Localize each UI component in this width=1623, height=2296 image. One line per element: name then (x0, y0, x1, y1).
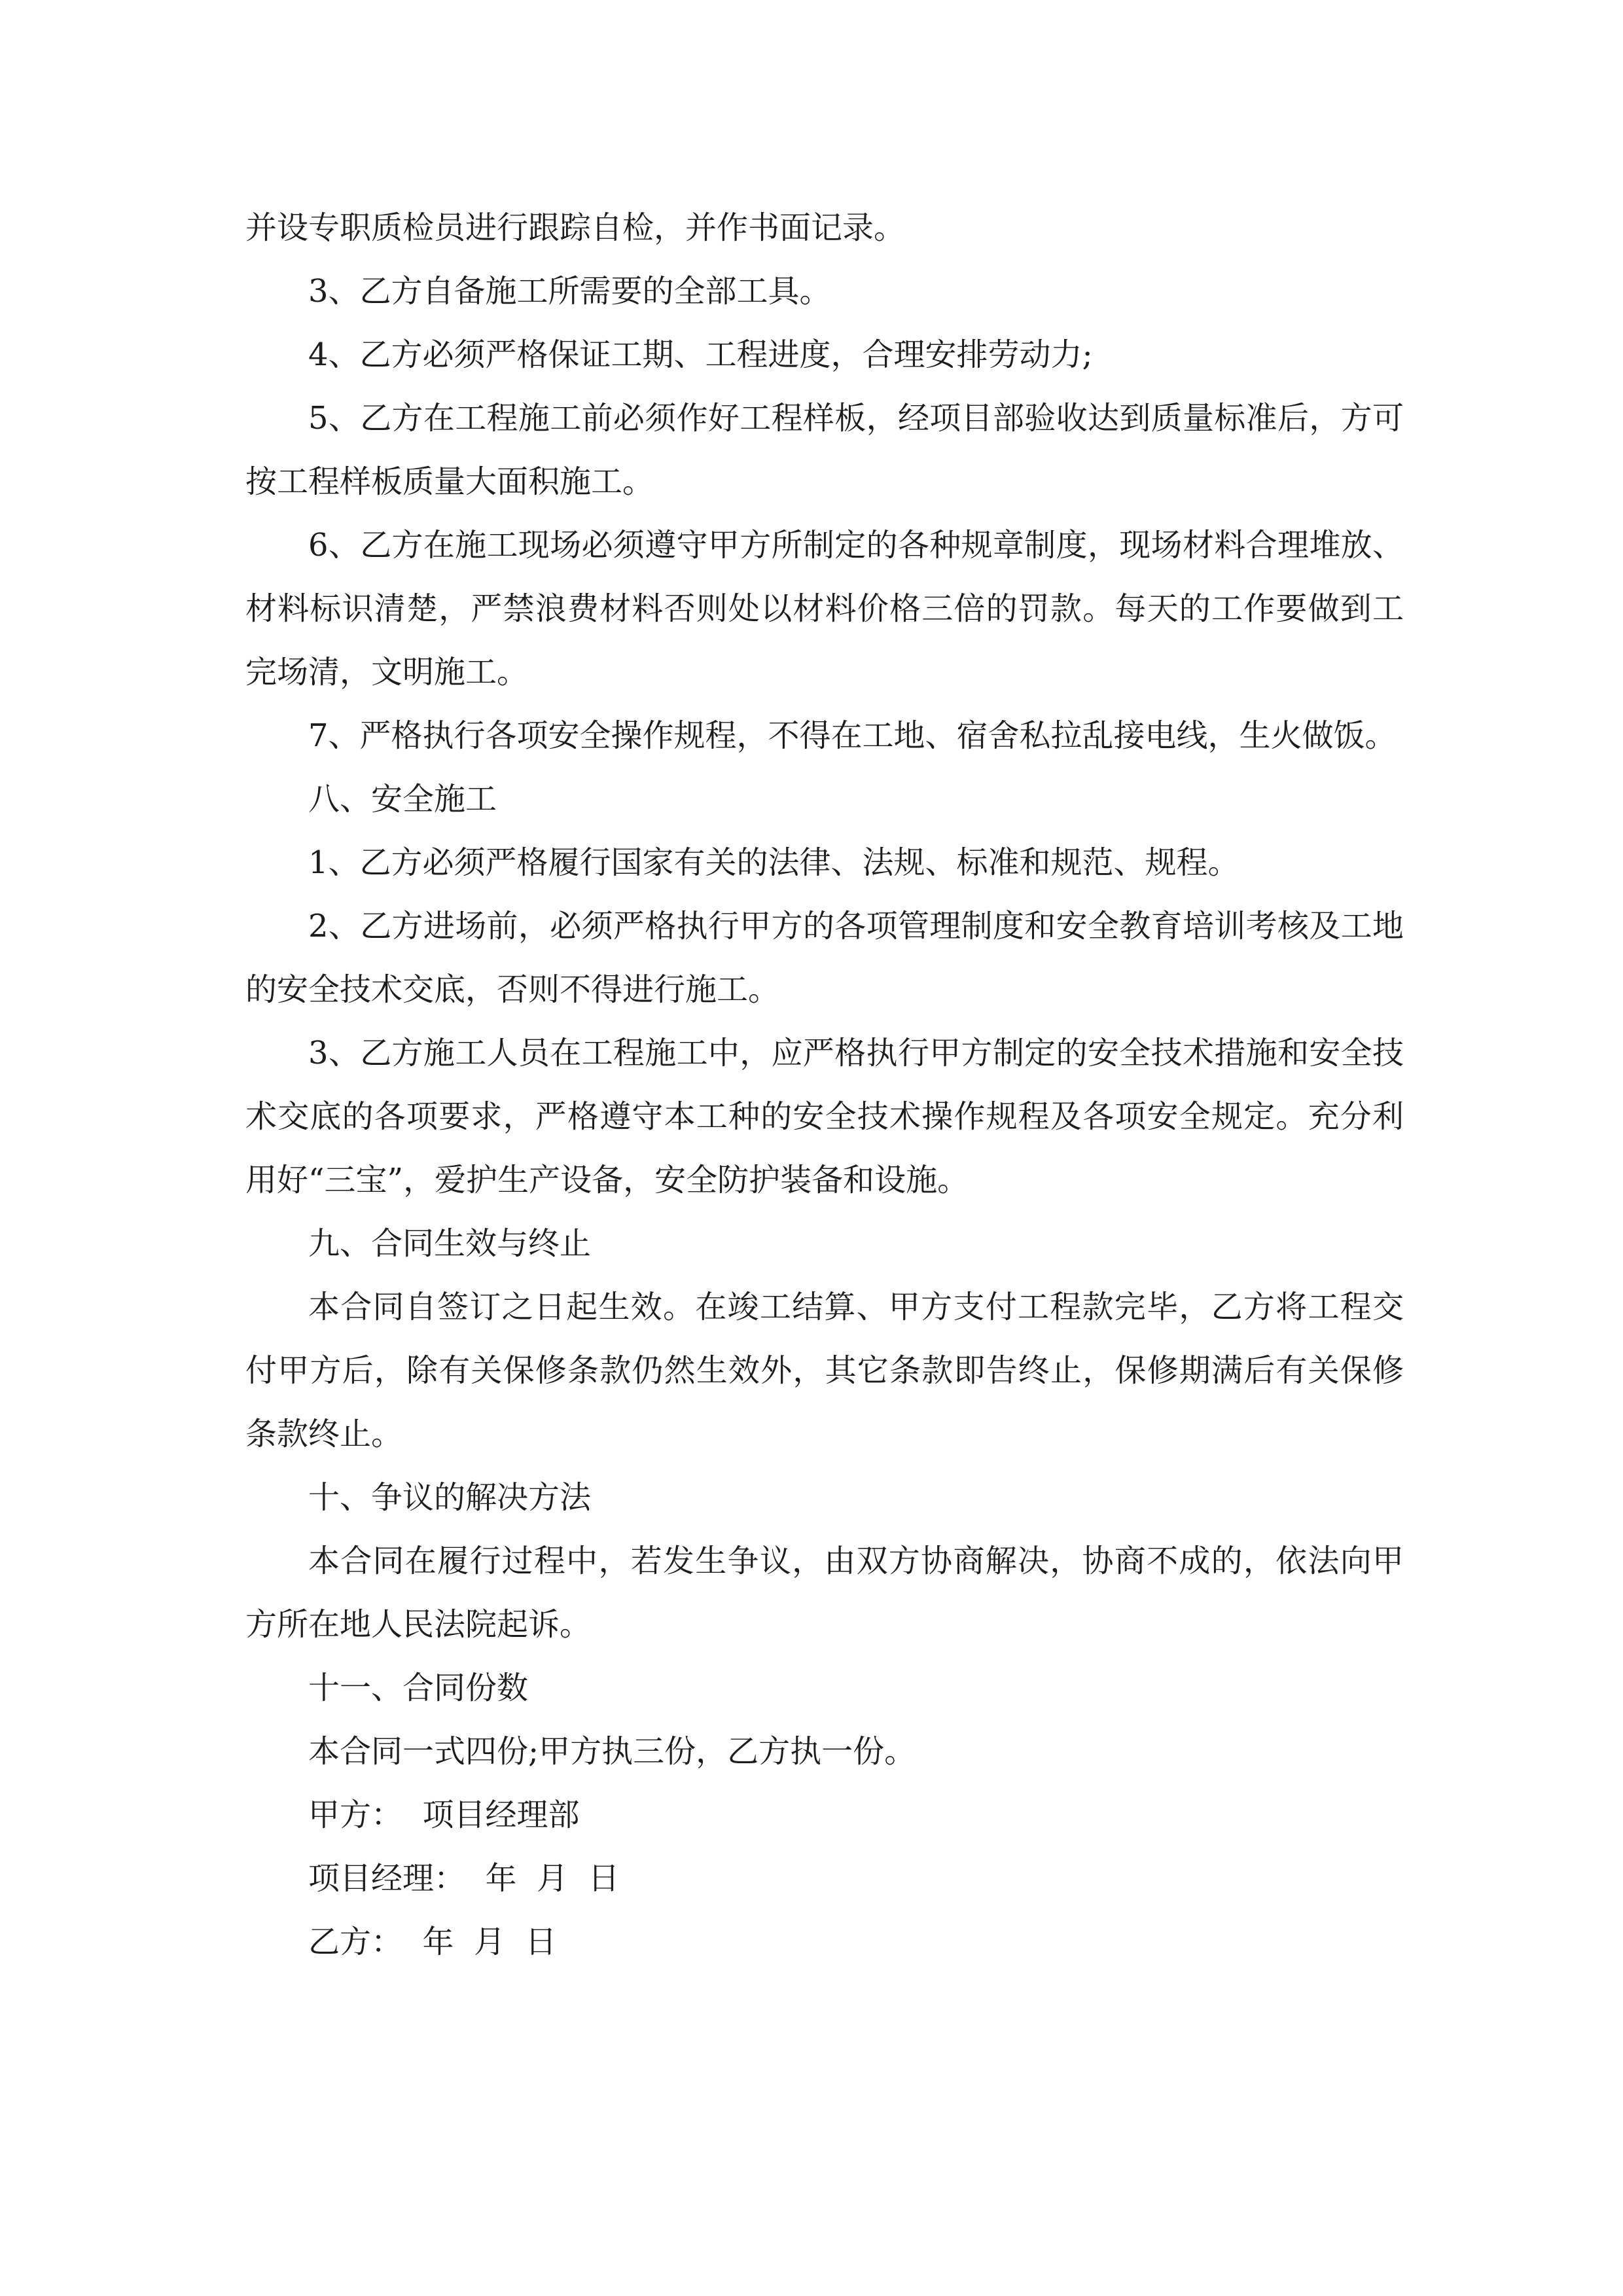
section-heading-effectiveness: 九、合同生效与终止 (308, 1225, 592, 1262)
paragraph-continuation: 并设专职质检员进行跟踪自检，并作书面记录。 (245, 209, 906, 246)
clause-6-site-rules: 6、乙方在施工现场必须遵守甲方所制定的各种规章制度，现场材料合理堆放、材料标识清楚，严禁浪费材料否则处以材料价格三倍的罚款。每天的工作要做到工完场清，文明施工。 (245, 527, 1404, 691)
safety-clause-2: 2、乙方进场前，必须严格执行甲方的各项管理制度和安全教育培训考核及工地的安全技术交底，否则不得进行施工。 (245, 908, 1404, 1008)
section-heading-safety: 八、安全施工 (308, 781, 497, 817)
signature-project-manager: 项目经理： 年 月 日 (308, 1860, 620, 1897)
section-heading-dispute: 十、争议的解决方法 (308, 1479, 592, 1516)
safety-clause-3: 3、乙方施工人员在工程施工中，应严格执行甲方制定的安全技术措施和安全技术交底的各项要求，严格遵守本工种的安全技术操作规程及各项安全规定。充分利用好“三宝”，爱护生产设备，安全防护装备和设施。 (245, 1035, 1404, 1198)
clause-7-safety-procedures: 7、严格执行各项安全操作规程，不得在工地、宿舍私拉乱接电线，生火做饭。 (308, 717, 1397, 754)
section-heading-copies: 十一、合同份数 (308, 1670, 529, 1706)
effectiveness-clause: 本合同自签订之日起生效。在竣工结算、甲方支付工程款完毕，乙方将工程交付甲方后，除有关保修条款仍然生效外，其它条款即告终止，保修期满后有关保修条款终止。 (245, 1289, 1404, 1452)
safety-clause-1: 1、乙方必须严格履行国家有关的法律、法规、标准和规范、规程。 (308, 844, 1240, 881)
copies-clause: 本合同一式四份;甲方执三份，乙方执一份。 (308, 1733, 916, 1770)
clause-3-tools: 3、乙方自备施工所需要的全部工具。 (308, 273, 831, 310)
clause-5-sample-board: 5、乙方在工程施工前必须作好工程样板，经项目部验收达到质量标准后，方可按工程样板质量大面积施工。 (245, 400, 1404, 500)
dispute-clause: 本合同在履行过程中，若发生争议，由双方协商解决，协商不成的，依法向甲方所在地人民法院起诉。 (245, 1543, 1404, 1643)
contract-body (245, 196, 1404, 1974)
clause-4-schedule: 4、乙方必须严格保证工期、工程进度，合理安排劳动力; (308, 336, 1093, 373)
signature-party-a: 甲方： 项目经理部 (308, 1797, 580, 1833)
signature-party-b: 乙方： 年 月 日 (308, 1924, 557, 1960)
